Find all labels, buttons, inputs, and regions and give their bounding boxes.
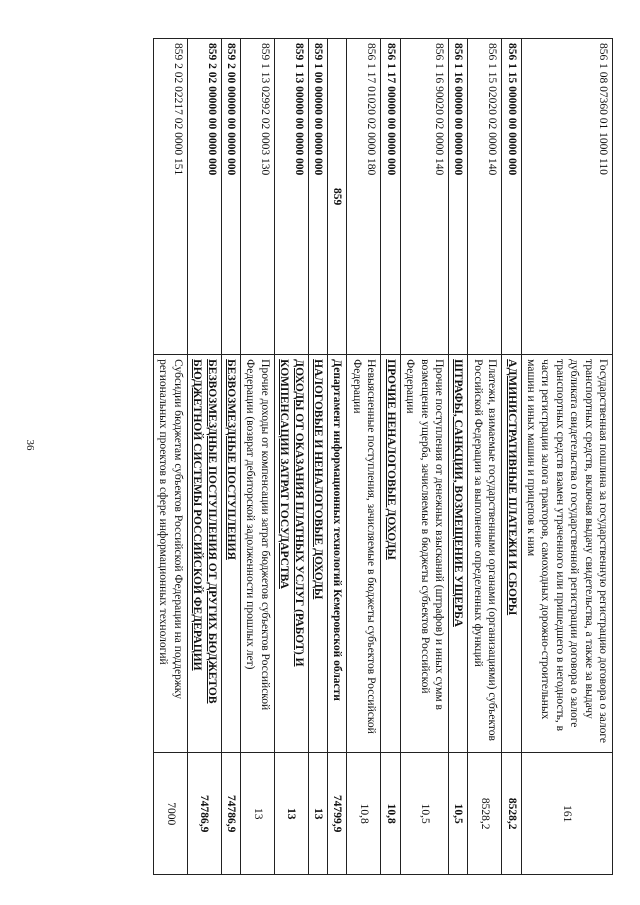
budget-code: 856 1 15 00000 00 0000 000 (502, 39, 521, 355)
budget-code: 859 2 00 00000 00 0000 000 (221, 39, 240, 355)
revenue-table (153, 38, 613, 875)
revenue-name: ДОХОДЫ ОТ ОКАЗАНИЯ ПЛАТНЫХ УСЛУГ (РАБОТ) И КОМПЕНСАЦИИ ЗАТРАТ ГОСУДАРСТВА (274, 355, 308, 753)
revenue-name: БЕЗВОЗМЕЗДНЫЕ ПОСТУПЛЕНИЯ ОТ ДРУГИХ БЮДЖЕТОВ БЮДЖЕТНОЙ СИСТЕМЫ РОССИЙСКОЙ ФЕДЕРАЦИИ (187, 355, 221, 753)
budget-code: 859 1 13 00000 00 0000 000 (274, 39, 308, 355)
revenue-name: Прочие поступления от денежных взысканий (штрафов) и иных сумм в возмещение ущерба, зачисляемые в бюджеты субъектов Российской Федерации (400, 355, 448, 753)
revenue-name: Платежи, взимаемые государственными органами (организациями) субъектов Российской Федерации за выполнение определенных функций (468, 355, 502, 753)
revenue-name: Государственная пошлина за государственную регистрацию договора о залоге транспортных средств, включая выдачу свидетельства, а также за выдачу дубликата свидетельства о государственной регистрации договора о залоге транспортных средств взамен утраченного или пришедшего в негодность, в части регистрации залога тракторов, самоходных дорожно-строительных машин и иных машин и прицепов к ним (521, 355, 612, 753)
amount-value: 8528,2 (468, 753, 502, 875)
revenue-name: Субсидии бюджетам субъектов Российской Федерации на поддержку региональных проектов в сфере информационных технологий (154, 355, 188, 753)
amount-value: 8528,2 (502, 753, 521, 875)
table-row (502, 39, 521, 875)
table-row (187, 39, 221, 875)
amount-value: 74799,9 (328, 753, 347, 875)
amount-value: 10,5 (448, 753, 467, 875)
amount-value: 74786,9 (187, 753, 221, 875)
table-row (328, 39, 347, 875)
revenue-name: БЕЗВОЗМЕЗДНЫЕ ПОСТУПЛЕНИЯ (221, 355, 240, 753)
budget-code: 856 1 16 00000 00 0000 000 (448, 39, 467, 355)
table-row (521, 39, 612, 875)
revenue-name: ПРОЧИЕ НЕНАЛОГОВЫЕ ДОХОДЫ (381, 355, 400, 753)
budget-code: 859 1 00 00000 00 0000 000 (308, 39, 327, 355)
table-row (448, 39, 467, 875)
budget-code: 856 1 17 00000 00 0000 000 (381, 39, 400, 355)
budget-code: 859 (328, 39, 347, 355)
table-row (308, 39, 327, 875)
amount-value: 7000 (154, 753, 188, 875)
table-row (274, 39, 308, 875)
table-row (221, 39, 240, 875)
revenue-name: Прочие доходы от компенсации затрат бюджетов субъектов Российской Федерации (возврат дебиторской задолженности прошлых лет) (241, 355, 275, 753)
revenue-name: НАЛОГОВЫЕ И НЕНАЛОГОВЫЕ ДОХОДЫ (308, 355, 327, 753)
table-row (381, 39, 400, 875)
table-row (468, 39, 502, 875)
revenue-name: Невыясненные поступления, зачисляемые в бюджеты субъектов Российской Федерации (347, 355, 381, 753)
table-body (154, 39, 613, 875)
amount-value: 10,8 (381, 753, 400, 875)
budget-code: 856 1 15 02020 02 0000 140 (468, 39, 502, 355)
page-number: 36 (24, 439, 36, 451)
table-row (154, 39, 188, 875)
amount-value: 13 (308, 753, 327, 875)
amount-value: 74786,9 (221, 753, 240, 875)
revenue-name: АДМИНИСТРАТИВНЫЕ ПЛАТЕЖИ И СБОРЫ (502, 355, 521, 753)
amount-value: 10,5 (400, 753, 448, 875)
revenue-name: Департамент информационных технологий Кемеровской области (328, 355, 347, 753)
budget-code: 856 1 08 07360 01 1000 110 (521, 39, 612, 355)
table-row (347, 39, 381, 875)
budget-code: 856 1 17 01020 02 0000 180 (347, 39, 381, 355)
amount-value: 13 (274, 753, 308, 875)
table-row (241, 39, 275, 875)
budget-code: 859 2 02 02217 02 0000 151 (154, 39, 188, 355)
revenue-name: ШТРАФЫ, САНКЦИИ, ВОЗМЕЩЕНИЕ УЩЕРБА (448, 355, 467, 753)
amount-value: 13 (241, 753, 275, 875)
table-row (400, 39, 448, 875)
budget-code: 859 1 13 02992 02 0003 130 (241, 39, 275, 355)
budget-code: 856 1 16 90020 02 0000 140 (400, 39, 448, 355)
amount-value: 10,8 (347, 753, 381, 875)
amount-value: 161 (521, 753, 612, 875)
rotated-table-container (63, 38, 613, 875)
budget-code: 859 2 02 00000 00 0000 000 (187, 39, 221, 355)
